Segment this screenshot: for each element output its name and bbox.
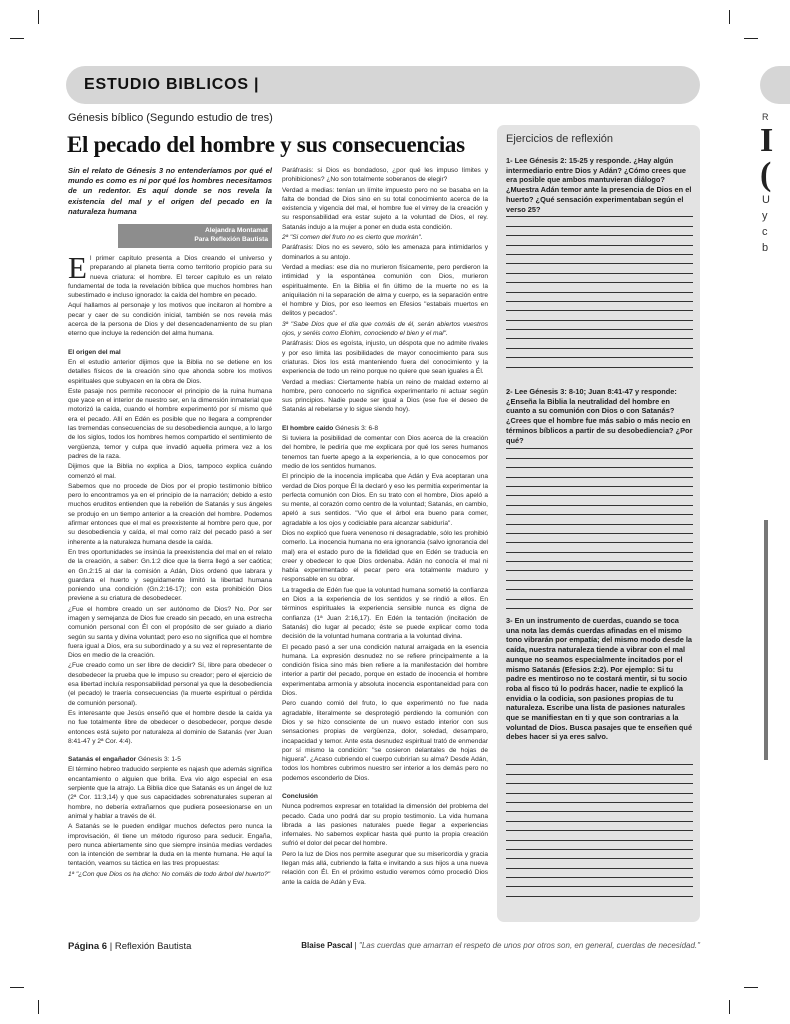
subheading: El origen del mal (68, 348, 121, 356)
body-paragraph: El término hebreo traducido serpiente es najash que además significa encantamiento o alguien que brilla. Eva vio algo especial en esa serpiente que la atrajo. La Biblia dice que Satanás es un ángel de luz (2ª Cor. 11:3,14) y que sus capacidades sobrenaturales superan al hombre, no debería extrañarnos que pudiera poseesionarse en un animal y hablar a través de él. (68, 766, 272, 820)
article-title: El pecado del hombre y sus consecuencias (67, 132, 465, 157)
body-paragraph: Paráfrasis: Dios es egoísta, injusto, un déspota que no admite rivales y por eso limita las posibilidades de mayor conocimiento para sus criaturas. Dios los está manteniendo fuera del conocimiento y la experiencia de todo un reino porque no quiere que sean iguales a Él. (282, 340, 488, 376)
article-column-1 (68, 250, 272, 930)
section-title: ESTUDIO BIBLICOS | (84, 76, 260, 93)
exercise-question-1: 1- Lee Génesis 2: 15-25 y responde. ¿Hay algún intermediario entre Dios y Adán? ¿Cómo crees que era posible que ambos mantuvieran diálogo? ¿Muestra Adán temor ante la presencia de Dios en el huerto? ¿Qué sensación experimentaban según el verso 25? (506, 156, 692, 214)
exercises-title: Ejercicios de reflexión (506, 133, 613, 145)
body-paragraph: Es interesante que Jesús enseñó que el hombre desde la caída ya no fue totalmente libre de obedecer o desobedecer, porque desde entonces está sujeto por naturaleza al dominio de Satanás (ver Juan 8:41-47 y 2ª Cor. 4:4). (68, 709, 272, 745)
answer-lines-3[interactable] (506, 756, 693, 897)
crop-mark (10, 987, 24, 988)
body-paragraph: Nunca podremos expresar en totalidad la dimensión del problema del pecado. Cada uno podrá dar su propio testimonio. La vida humana librada a las pasiones naturales puede llegar a experiencias infernales. No sabemos explicar hasta qué punto la propia creación sufrió el dolor del pecar del hombre. (282, 803, 488, 848)
subheading: Satanás el engañador Génesis 3: 1-5 (68, 756, 181, 764)
body-paragraph: Paráfrasis: si Dios es bondadoso, ¿por qué les impuso límites y prohibiciones? ¿No son totalmente soberanos de elegir? (282, 167, 488, 184)
crop-mark (729, 10, 730, 24)
quote-text: "Las cuerdas que amarran el respeto de unos por otros son, en general, cuerdas de necesidad." (358, 941, 700, 950)
crop-mark (10, 38, 24, 39)
quote-author: Blaise Pascal (301, 941, 353, 950)
subheading: Conclusión (282, 793, 318, 800)
author-org: Para Reflexión Bautista (194, 236, 268, 243)
article-kicker: Génesis bíblico (Segundo estudio de tres) (68, 112, 273, 124)
body-paragraph: ¿Fue el hombre creado un ser autónomo de Dios? No. Por ser imagen y semejanza de Dios fue creado sin pecado, en una estrecha comunión personal con Él con el propósito de ser guiado a diario según su santa y divina voluntad; pero eso no significa que el hombre fuera igual a Dios, era su subordinado y a su vez el representante de Dios en medio de la creación. (68, 605, 272, 660)
crop-mark (729, 1000, 730, 1014)
body-paragraph: El principio de la inocencia implicaba que Adán y Eva aceptaran una verdad de Dios porque Él la declaró y eso les permitía experimentar la perfecta comunión con Dios. En su trato con el hombre, Dios apeló a su mente, al corazón como centro de la voluntad; Satanás, en cambio, apeló a sus sentidos. "Vio que el árbol era bueno para comer, agradable a los ojos y codiciable para alcanzar sabiduría". (282, 473, 488, 527)
next-page-photo-fragment (764, 520, 768, 760)
footer-separator: | (109, 941, 113, 952)
body-paragraph: El pecado pasó a ser una condición natural arraigada en la esencia humana. La expresión desnudez no se refiere principalmente a la condición física sino más bien refiere a la manifestación del hombre interior a partir del pecado, porque en estado de inocencia el hombre experimentaba armonía y absoluta inocencia espontaneidad para con Dios. (282, 643, 488, 698)
body-paragraph: Sabemos que no procede de Dios por el propio testimonio bíblico pero lo encontramos ya en el principio de la narración; debido a esto muchos eruditos entienden que la rebelión de Satanás y sus ángeles se produjo en un tiempo anterior a la creación del hombre. Podemos afirmar entonces que el mal es preexistente al hombre pero que, por su desobediencia y caída, el mal como raíz del pecado pasó a ser inherente a la naturaleza humana desde la caída. (68, 482, 272, 546)
next-page-fragment: b (762, 242, 769, 254)
exercise-question-2: 2- Lee Génesis 3: 8-10; Juan 8:41-47 y responde: ¿Enseña la Biblia la neutralidad del hombre en cuanto a su comunión con Dios o con Satanás? ¿Crees que el hombre fue más sabio o más necio en términos bíblicos a partir de su desobediencia? ¿Por qué? (506, 387, 693, 445)
answer-lines-1[interactable] (506, 208, 693, 368)
body-paragraph: 3ª "Sabe Dios que el día que comáis de él, serán abiertos vuestros ojos, y seréis como Elohim, conociendo el bien y el mal". (282, 320, 488, 338)
body-paragraph: Este pasaje nos permite reconocer el principio de la ruina humana que yace en el interior de nuestro ser, en la dimensión inmaterial que motorizó la caída, cuando el hombre experimentó por sí mismo qué era el pecado. Allí en Edén es posible que no llegara a comprender las tremendas consecuencias de su desobediencia aunque, a lo largo de los siglos, todos los hombres hemos compartido el sentimiento de vergüenza, temor y culpa que invadió aquella primera vez a los padres de la raza. (68, 387, 272, 460)
page-footer-quote (301, 941, 700, 950)
article-lead: Sin el relato de Génesis 3 no entenderíamos por qué el mundo es como es ni por qué los hombres necesitamos de un redentor. Es aquí donde se nos revela la existencia del mal y el origen del pecado en la naturaleza humana (68, 166, 272, 216)
crop-mark (744, 987, 758, 988)
next-page-fragment: R (762, 112, 769, 122)
crop-mark (744, 38, 758, 39)
article-column-2 (282, 166, 488, 930)
body-paragraph: En tres oportunidades se insinúa la preexistencia del mal en el relato de la creación, a saber: Gn.1:2 dice que la tierra llegó a ser caótica; en Gn.2:15 al dar la comisión a Adán, Dios ordenó que labrara y guardara el huerto y seguidamente limitó la libertad humana poniendo una condición (Gn.2:16-17); con esta prohibición Dios previene a su criatura de desobedecer. (68, 548, 272, 603)
body-paragraph: ¿Fue creado como un ser libre de decidir? Sí, libre para obedecer o desobedecer la prueba que le impuso su creador; pero el ejercicio de esa libertad incluía responsabilidad personal ya que la desobediencia (el pecado) le traería consecuencias (la muerte espiritual o pérdida de comunión personal). (68, 662, 272, 707)
crop-mark (38, 10, 39, 24)
next-page-title-fragment: ( (760, 156, 772, 193)
exercise-question-3: 3- En un instrumento de cuerdas, cuando se toca una nota las demás cuerdas afinadas en el mismo tono vibrarán por empatía; del mismo modo desde la caída, nuestra naturaleza tiende a vibrar con el mal aunque no seamos especialmente incitados por el mismo Satanás (Efesios 2:2). Por ejemplo: Si tu padre es mentiroso no te costará mentir, si tu socio roba al fisco tú lo podrás hacer, nadie te explicó la envidia o la codicia, son pasiones propias de tu naturaleza. Escribe una lista de pasiones naturales que se manifiestan en ti y que son contrarias a la voluntad de Dios. Busca pasajes que te enseñen qué debes hacer si ya eres salvo. (506, 616, 693, 742)
body-paragraph: Verdad a medias: tenían un límite impuesto pero no se basaba en la falta de bondad de Dios sino en su total conocimiento acerca de la existencia y vigencia del mal, el hombre fue el virrey de la creación y su responsabilidad era estar sujeto a la voluntad de Dios, el rey. Satanás indujo a la mujer a poner en duda esta condición. (282, 186, 488, 231)
body-paragraph: Verdad a medias: Ciertamente había un reino de maldad externo al hombre, pero conocerlo no significa experimentarlo ni actuar según sus principios. Nadie puede ser igual a Dios (ese fue el deseo de Satanás al rebelarse y lo sigue siendo hoy). (282, 378, 488, 414)
author-box (118, 224, 272, 248)
crop-mark (38, 1000, 39, 1014)
next-page-header-fragment (760, 66, 790, 104)
next-page-fragment: c (762, 226, 768, 238)
intro-paragraph: El primer capítulo presenta a Dios creando el universo y preparando al planeta tierra como territorio propicio para su nueva criatura: el hombre. El tercer capítulo es un relato fundamental de toda la revelación bíblica que muchos hombres han subestimado e incluso ignorado: la caída del hombre en pecado. (68, 250, 272, 300)
section-header-bar (66, 66, 700, 104)
answer-lines-2[interactable] (506, 440, 693, 609)
quote-separator: | (354, 941, 357, 950)
body-paragraph: 1ª "¿Con que Dios os ha dicho: No comáis de todo árbol del huerto?" (68, 870, 271, 878)
body-paragraph: La tragedia de Edén fue que la voluntad humana sometió la confianza en Dios a la experiencia de los sentidos y se rindió a ellos. En términos espirituales la experiencia sensible nunca es digna de confianza (1ª Juan 2:16,17). En Edén la tentación (incitación de Satanás) dio lugar al pecado; éste se puede explicar como toda decisión de la voluntad humana contraria a la voluntad divina. (282, 586, 488, 641)
drop-cap: E (68, 250, 87, 285)
body-paragraph: Si tuviera la posibilidad de comentar con Dios acerca de la creación del hombre, le pediría que me explicara por qué los seres humanos tenemos tan fuerte apego a la experiencia, a lo que conocemos por medio de los sentidos humanos. (282, 435, 488, 470)
next-page-fragment: U (762, 194, 770, 206)
body-paragraph: 2ª "Si comen del fruto no es cierto que morirán". (282, 234, 423, 242)
next-page-title-fragment: I (760, 122, 774, 159)
page-number: Página 6 (68, 941, 108, 952)
subheading: El hombre caído Génesis 3: 6-8 (282, 424, 379, 432)
body-paragraph: Aquí hallamos al personaje y los motivos que incitaron al hombre a pecar y caer de su condición inicial, también se nos revela más acerca de la persona de Dios y del desencadenamiento de su plan eterno que incluye la redención del alma humana. (68, 302, 272, 338)
publication-name: Reflexión Bautista (114, 941, 192, 952)
body-paragraph: Pero la luz de Dios nos permite asegurar que su misericordia y gracia llegan más allá, cubriendo la falta e invitando a sus hijos a una nueva relación con Él. En el próximo estudio veremos cómo procedió Dios ante la caída de Adán y Eva. (282, 850, 488, 886)
body-paragraph: Dijimos que la Biblia no explica a Dios, tampoco explica cuándo comenzó el mal. (68, 463, 272, 480)
body-paragraph: Pero cuando comió del fruto, lo que experimentó no fue nada agradable, literalmente se desprotegió perdiendo la comunión con Dios y se hizo consciente de un nuevo estado interior con sus sensaciones propias de vergüenza, dolor, soledad, desamparo, incapacidad y temor. Ante esta desnudez espiritual trató de enmendar por sí mismo la condición: "se cosieron delantales de hojas de higuera". ¿Acaso cubriendo el cuerpo cubrirían su alma? Desde Adán, todos los hombres cubrimos nuestro ser interior a los demás pero no podemos esconderlo de Dios. (282, 700, 488, 782)
author-name: Alejandra Montamat (204, 227, 268, 234)
body-paragraph: A Satanás se le pueden endilgar muchos defectos pero nunca la improvisación, él tiene un método riguroso para seducir. Engaña, pero nunca abiertamente sino que siempre insinúa medias verdades con la intención de sembrar la duda en la mente humana. He aquí la tentación, veamos su táctica en las tres propuestas: (68, 823, 272, 868)
body-paragraph: En el estudio anterior dijimos que la Biblia no se detiene en los detalles físicos de la creación sino que ahonda sobre los motivos espirituales que subyacen en la obra de Dios. (68, 358, 272, 385)
page-footer-left (68, 941, 191, 952)
body-paragraph: Paráfrasis: Dios no es severo, sólo les amenaza para intimidarlos y dominarlos a su antojo. (282, 244, 488, 261)
body-paragraph: Verdad a medias: ese día no murieron físicamente, pero perdieron la intimidad y la espontánea comunión con Dios, murieron espiritualmente. En la Biblia el fin último de la muerte no es la aniquilación ni la separación de alma y cuerpo, es la separación entre el hombre y Dios, por eso leemos en Efesios "estabais muertos en delitos y pecados". (282, 263, 488, 318)
body-paragraph: Dios no explicó que fuera venenoso ni desagradable, sólo les prohibió comerlo. La inocencia humana no era ignorancia (salvo ignorancia del mal) era el estado puro de la fidelidad que en Edén se traducía en creer y obedecer lo que Dios ordenaba. Adán no conocía el mal ni había experimentado el pecar pero era totalmente maduro y responsable en su obrar. (282, 529, 488, 584)
next-page-fragment: y (762, 210, 768, 222)
